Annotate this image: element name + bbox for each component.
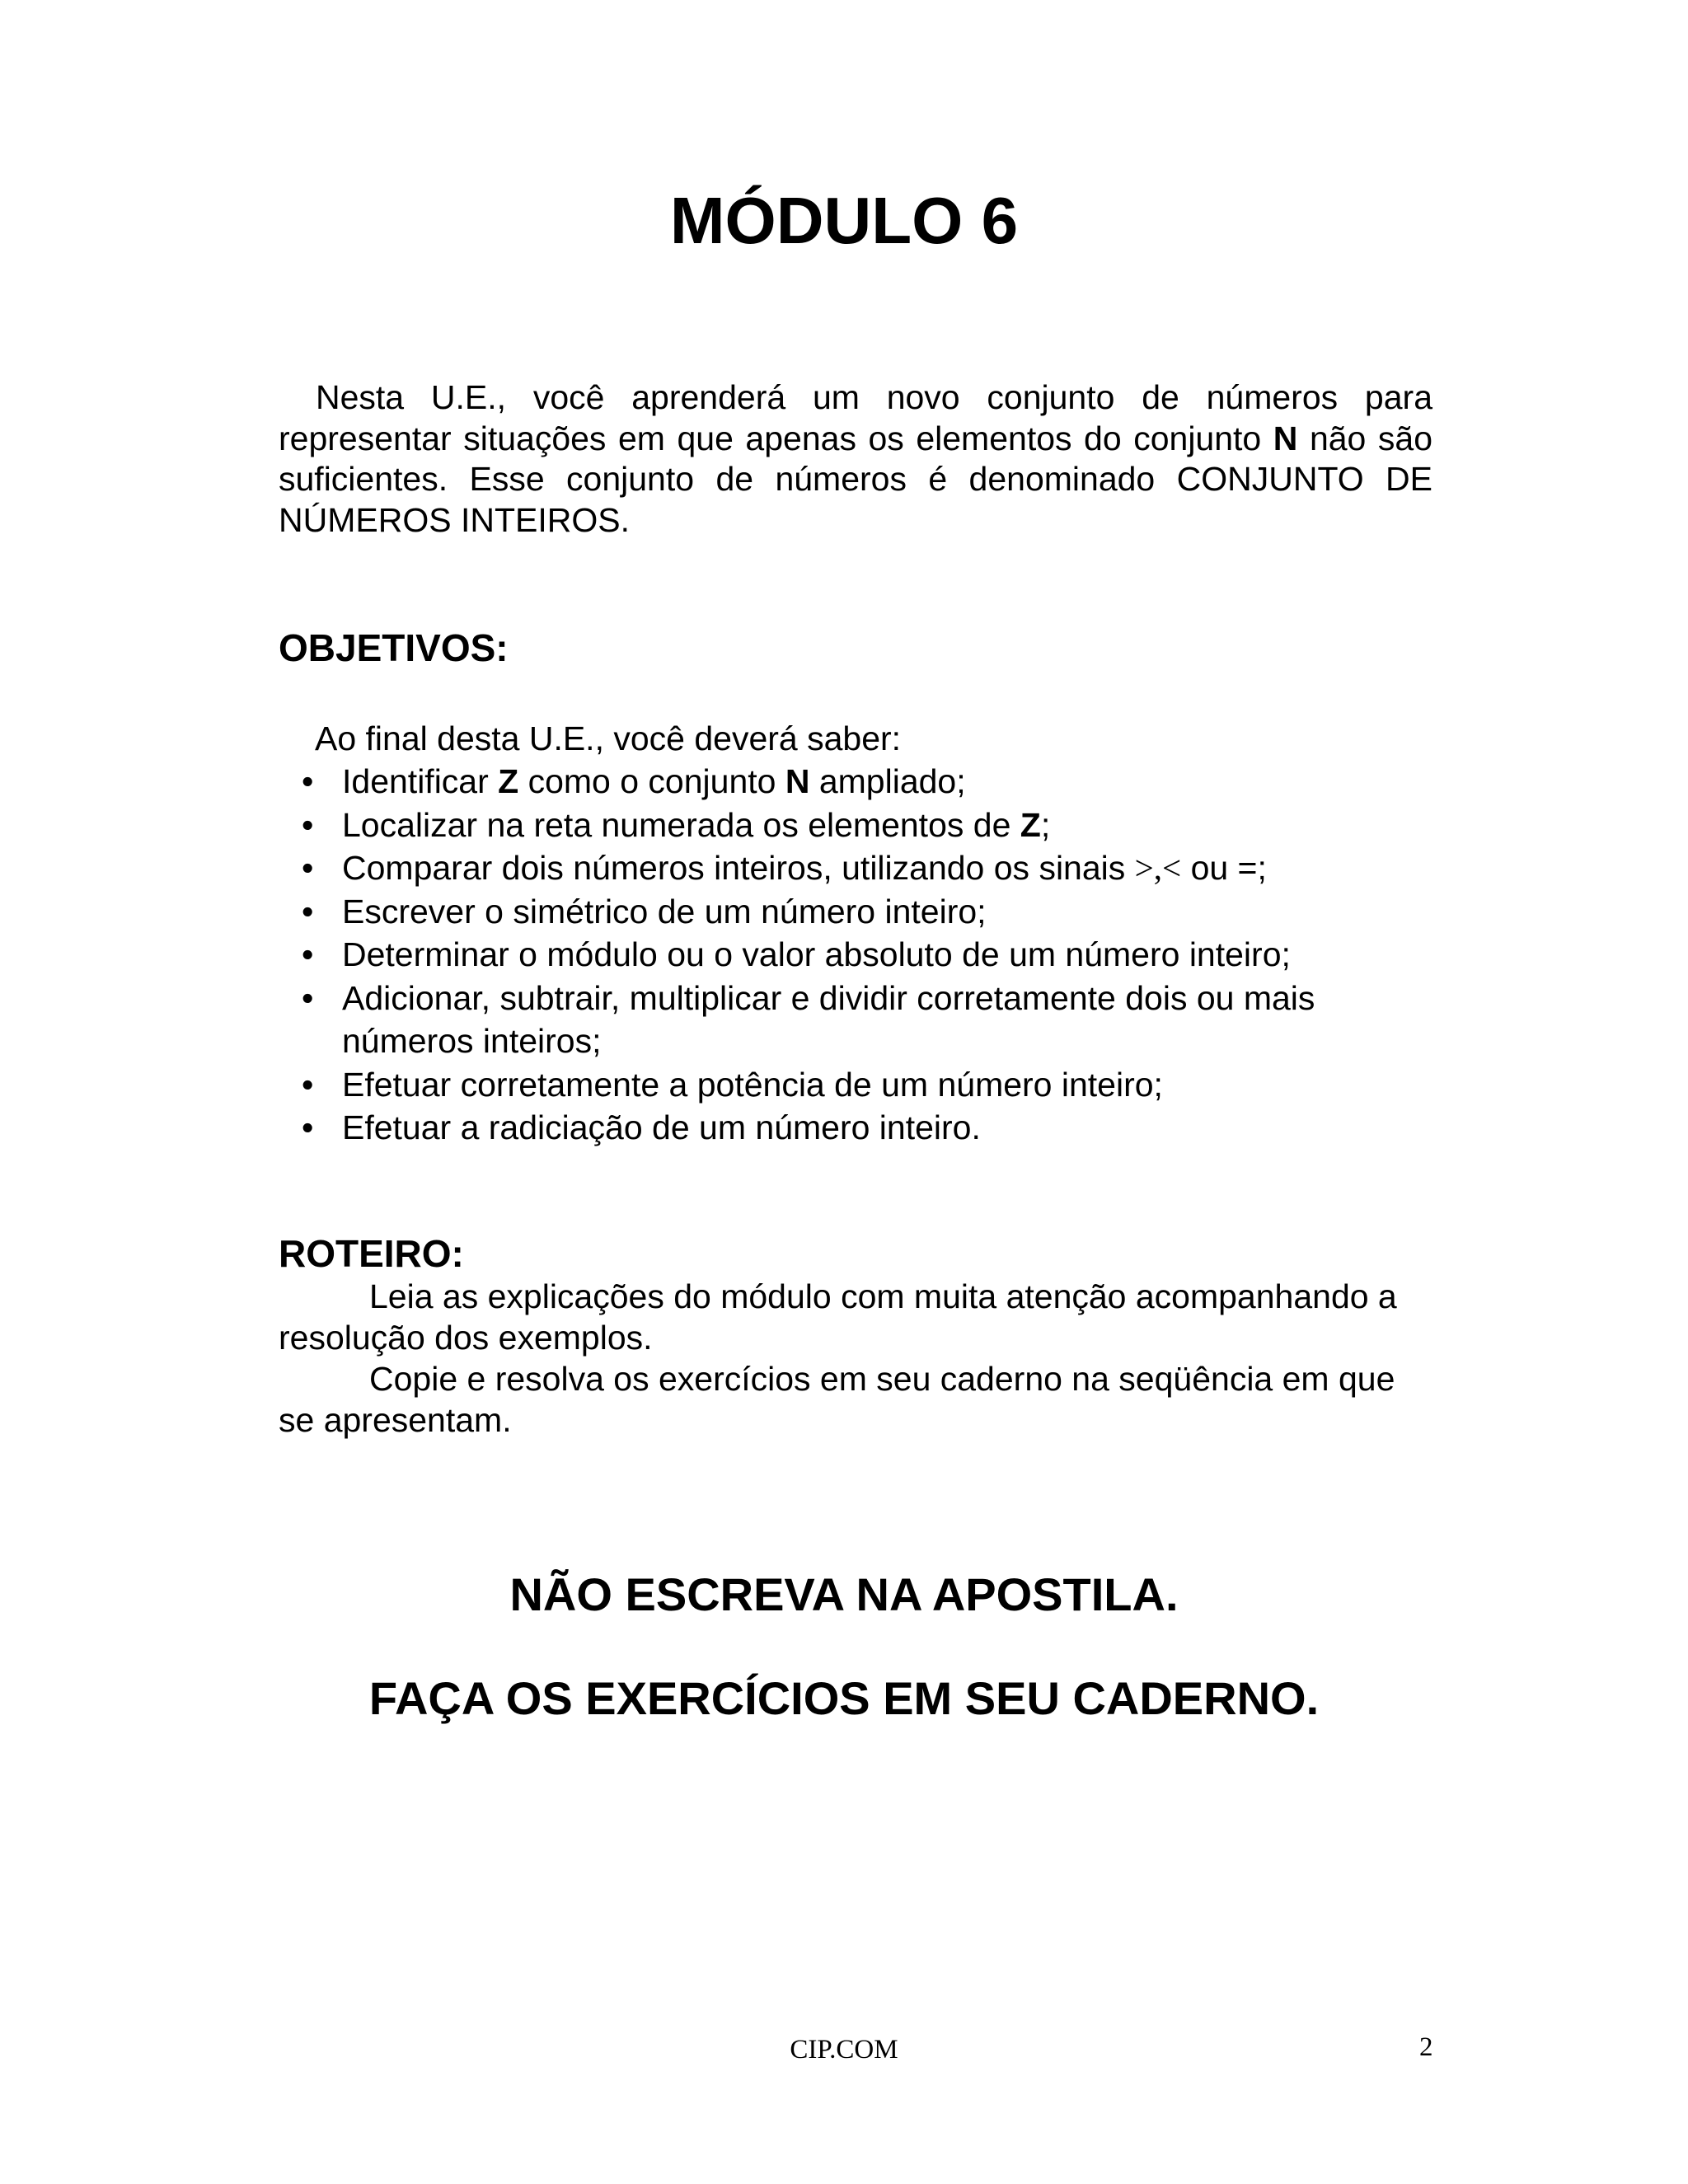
bullet-icon: • xyxy=(302,849,314,887)
intro-text-part2: não são suficientes. Esse conjunto de números é denominado CONJUNTO DE NÚMEROS INTEIROS. xyxy=(279,419,1432,539)
footer-site: CIP.COM xyxy=(790,2035,898,2064)
roteiro-body xyxy=(279,1276,1432,1441)
notice-do-not-write: NÃO ESCREVA NA APOSTILA. xyxy=(509,1568,1179,1620)
item-text: ; xyxy=(1040,805,1051,844)
item-text: Comparar dois números inteiros, utilizando os sinais xyxy=(342,849,1135,887)
list-item xyxy=(279,890,1449,934)
bullet-icon: • xyxy=(302,935,314,973)
item-text: ampliado; xyxy=(809,762,966,800)
bullet-icon: • xyxy=(302,978,314,1017)
set-z-symbol: Z xyxy=(498,762,519,800)
item-text: Efetuar corretamente a potência de um número inteiro; xyxy=(342,1065,1163,1104)
objectives-lead: Ao final desta U.E., você deverá saber: xyxy=(315,719,902,757)
item-text: Determinar o módulo ou o valor absoluto de um número inteiro; xyxy=(342,935,1291,973)
item-text: Localizar na reta numerada os elementos de xyxy=(342,805,1020,844)
list-item xyxy=(279,804,1449,847)
objectives-list xyxy=(279,760,1449,1150)
roteiro-paragraph-2: Copie e resolva os exercícios em seu caderno na seqüência em que se apresentam. xyxy=(279,1360,1395,1439)
item-text: ou =; xyxy=(1181,849,1267,887)
bullet-icon: • xyxy=(302,805,314,844)
page-title: MÓDULO 6 xyxy=(669,184,1019,257)
list-item xyxy=(279,760,1449,804)
item-text: Efetuar a radiciação de um número inteiro. xyxy=(342,1108,981,1146)
set-n-symbol: N xyxy=(785,762,810,800)
bullet-icon: • xyxy=(302,762,314,800)
set-z-symbol: Z xyxy=(1020,805,1041,844)
intro-paragraph xyxy=(279,377,1432,541)
roteiro-heading: ROTEIRO: xyxy=(279,1232,464,1275)
list-item xyxy=(279,933,1449,977)
notice-use-notebook: FAÇA OS EXERCÍCIOS EM SEU CADERNO. xyxy=(368,1672,1320,1724)
list-item xyxy=(279,1106,1449,1150)
item-text: Escrever o simétrico de um número inteiro; xyxy=(342,892,987,930)
list-item xyxy=(279,846,1449,890)
item-text: Adicionar, subtrair, multiplicar e dividir corretamente dois ou mais números inteiros; xyxy=(342,978,1315,1060)
intro-text-part1: Nesta U.E., você aprenderá um novo conjunto de números para representar situações em que apenas os elementos do conjunto xyxy=(279,378,1432,457)
list-item xyxy=(279,977,1449,1063)
item-text: como o conjunto xyxy=(518,762,785,800)
set-n-symbol: N xyxy=(1273,419,1298,457)
roteiro-paragraph-1: Leia as explicações do módulo com muita atenção acompanhando a resolução dos exemplos. xyxy=(279,1277,1397,1357)
item-text: Identificar xyxy=(342,762,499,800)
bullet-icon: • xyxy=(302,892,314,930)
list-item xyxy=(279,1063,1449,1107)
bullet-icon: • xyxy=(302,1065,314,1104)
bullet-icon: • xyxy=(302,1108,314,1146)
comparison-symbols: >,< xyxy=(1134,849,1182,887)
page-number: 2 xyxy=(1419,2032,1433,2062)
objectives-heading: OBJETIVOS: xyxy=(279,626,509,669)
